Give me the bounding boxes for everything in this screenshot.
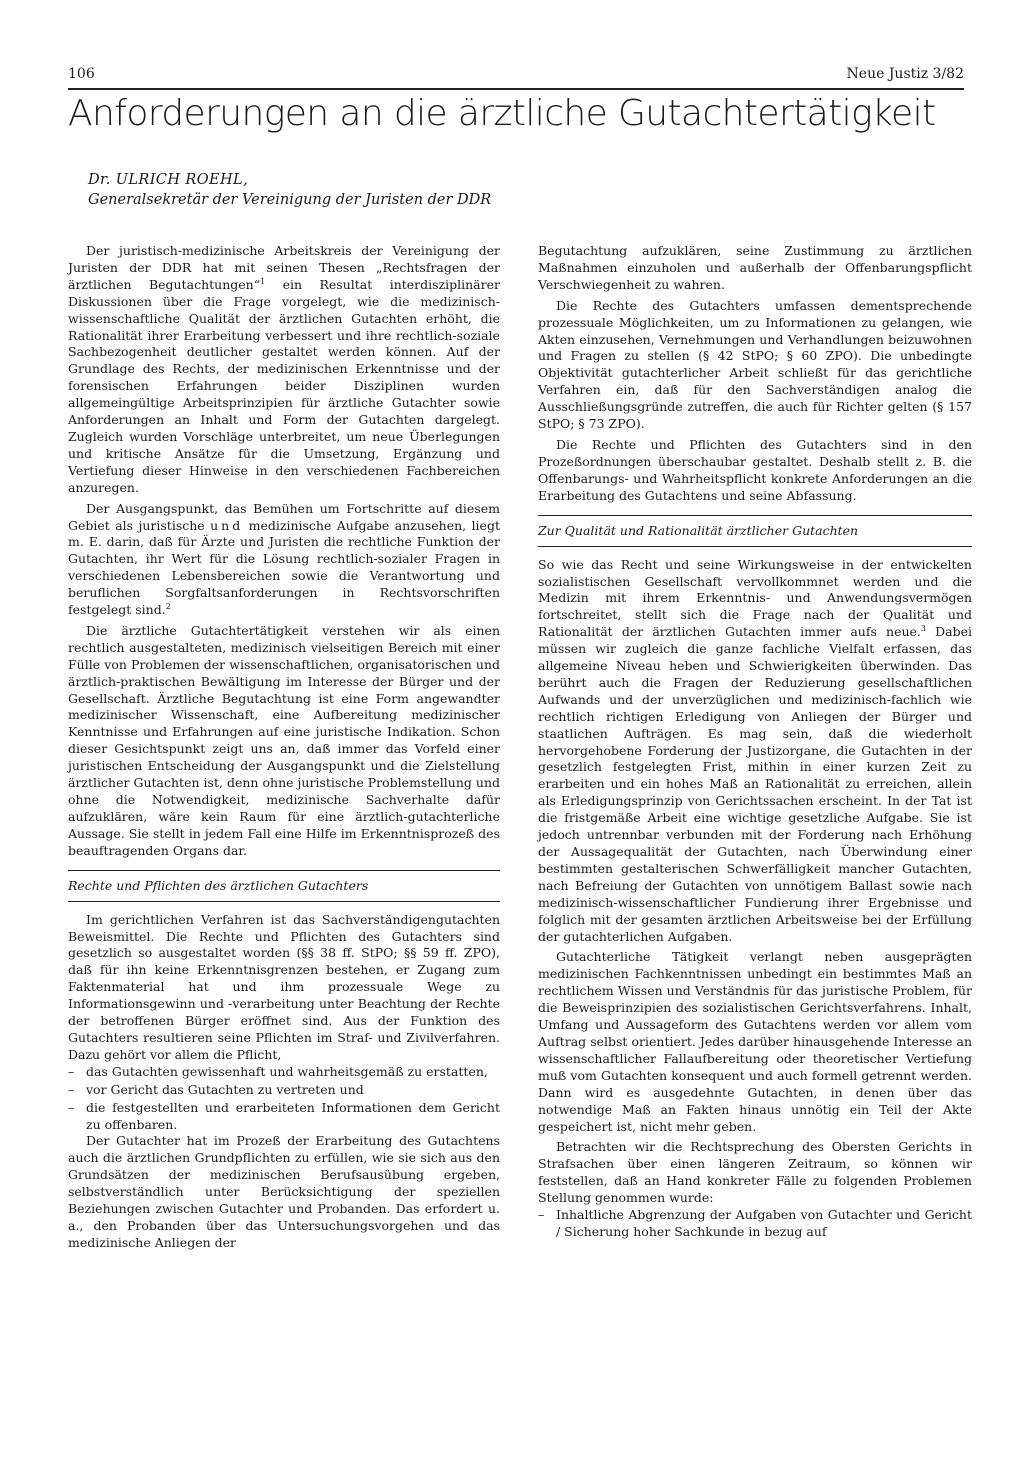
dash-glyph: – (538, 1207, 545, 1223)
list-item-text: vor Gericht das Gutachten zu vertreten und (86, 1081, 364, 1097)
paragraph: Betrachten wir die Rechtsprechung des Obersten Gerichts in Strafsachen über einen längeren Zeitraum, so können wir feststellen, daß an Hand konkreter Fälle zu folgenden Problemen Stellung genommen wurde: (538, 1139, 972, 1206)
text-run: Dabei müssen wir zugleich die ganze fachliche Vielfalt erfassen, das allgemeine Niveau heben und Schwierigkeiten überwinden. Das berührt auch die Fragen der Reduzierung gesellschaftlichen Aufwands und der unverzüglichen und medizinisch-fachlich wie rechtlich richtigen Erledigung von Anliegen der Bürger und staatlichen Aufträgen. Es mag sein, daß die wiederholt hervorgehobene Forderung der Justizorgane, die Gutachten in der gesetzlich festgelegten Frist, mithin in einer kurzen Zeit zu erarbeiten und ein hohes Maß an Rationalität zu erreichen, allein als Erledigungsprinzip von Gerichtssachen erscheint. In der Tat ist die fristgemäße Arbeit eine wichtige gesetzliche Aufgabe. Sie ist jedoch untrennbar verbunden mit der Forderung nach Erhöhung der Aussagequalität der Gutachten, nach Überwindung einer bestimmten gestalterischen Schwerfälligkeit mancher Gutachten, nach Befreiung der Gutachten von unnötigem Ballast sowie nach medizinisch-wissenschaftlicher Fundierung ihrer Ergebnisse und folglich mit der gesamten ärztlichen Arbeitsweise bei der Erfüllung der gutachterlichen Aufgaben. (538, 624, 972, 944)
paragraph (68, 501, 500, 619)
list-item (68, 1064, 500, 1081)
text-run: medizinische Aufgabe anzusehen, liegt m. E. darin, daß für Ärzte und Juristen die rechtliche Funktion der Gutachten, ihr Wert für die Lösung rechtlich-sozialer Fragen in verschiedenen Lebensbereichen sowie die Verantwortung und beruflichen Sorgfaltsanforderungen in Rechtsvorschriften festgelegt sind. (68, 517, 500, 618)
section-heading: Zur Qualität und Rationalität ärztlicher Gutachten (538, 515, 972, 547)
paragraph: Im gerichtlichen Verfahren ist das Sachverständigengutachten Beweismittel. Die Rechte und Pflichten des Gutachters sind gesetzlich so ausgestaltet worden (§§ 38 ff. StPO; §§ 59 ff. ZPO), daß für ihn keine Erkenntnisgrenzen bestehen, er Zugang zum Faktenmaterial hat und ihm prozessuale Wege zu Informationsgewinn und -verarbeitung unter Beachtung der Rechte der betroffenen Bürger eröffnet sind. Aus der Funktion des Gutachters resultieren seine Pflichten im Straf- und Zivilverfahren. Dazu gehört vor allem die Pflicht, (68, 911, 500, 1062)
duty-list (68, 1064, 500, 1134)
dash-glyph: – (68, 1081, 75, 1097)
right-column (538, 243, 972, 1241)
paragraph (538, 557, 972, 946)
author-block (88, 170, 648, 210)
list-item (68, 1100, 500, 1134)
text-run: Der juristisch-medizinische Arbeitskreis der Vereinigung der Juristen der DDR hat mit seinen Thesen „Rechtsfragen der ärztlichen Begutachtungen“ (68, 243, 500, 292)
footnote-ref: 1 (260, 276, 266, 286)
list-item-text: das Gutachten gewissenhaft und wahrheitsgemäß zu erstatten, (86, 1063, 488, 1079)
journal-reference: Neue Justiz 3/82 (846, 66, 964, 82)
paragraph: Gutachterliche Tätigkeit verlangt neben ausgeprägten medizinischen Fachkenntnissen unbedingt ein bestimmtes Maß an rechtlichem Wissen und Verständnis für das juristische Problem, für die Beweisprinzipien des sozialistischen Gerichtsverfahrens. Inhalt, Umfang und Aussageform des Gutachtens werden vor allem vom Auftrag selbst orientiert. Jedes darüber hinausgehende Interesse an wissenschaftlicher Fallaufbereitung oder theoretischer Vertiefung muß vom Gutachten konsequent und auch formell getrennt werden. Dann wird es ausgedehnte Gutachten, in denen über das notwendige Maß an Fakten hinaus unnötig ein Teil der Akte gespeichert ist, nicht mehr geben. (538, 949, 972, 1134)
text-run: So wie das Recht und seine Wirkungsweise in der entwickelten sozialistischen Gesellschaft vervollkommnet werden und die Medizin mit ihrem Erkenntnis- und Anwendungsvermögen fortschreitet, stellt sich die Frage nach der Qualität und Rationalität der ärztlichen Gutachten immer aufs neue. (538, 556, 972, 640)
paragraph: Die Rechte und Pflichten des Gutachters sind in den Prozeßordnungen überschaubar gestaltet. Deshalb stellt z. B. die Offenbarungs- und Wahrheitspflicht konkrete Anforderungen an die Erarbeitung des Gutachtens und seine Abfassung. (538, 436, 972, 503)
left-column (68, 243, 500, 1252)
paragraph (68, 243, 500, 497)
author-role: Generalsekretär der Vereinigung der Juristen der DDR (88, 192, 492, 208)
emphasis-text: und (210, 517, 244, 533)
footnote-ref: 3 (920, 624, 926, 634)
paragraph: Die ärztliche Gutachtertätigkeit verstehen wir als einen rechtlich ausgestalteten, medizinisch vielseitigen Bereich mit einer Fülle von Problemen der wissenschaftlichen, organisatorischen und ärztlich-praktischen Bewältigung im Interesse der Bürger und der Gesellschaft. Ärztliche Begutachtung ist eine Form angewandter medizinischer Wissenschaft, eine Aufbereitung medizinischer Kenntnisse und Erfahrungen auf eine juristische Indikation. Schon dieser Gesichtspunkt zeigt uns an, daß immer das Vorfeld einer juristischen Entscheidung der Ausgangspunkt und die Zielstellung ärztlicher Gutachten ist, denn ohne juristische Problemstellung und ohne die Notwendigkeit, medizinische Sachverhalte dafür aufzuklären, wäre kein Raum für eine ärztlich-gutachterliche Aussage. Sie stellt in jedem Fall eine Hilfe im Erkenntnisprozeß des beauftragenden Organs dar. (68, 622, 500, 858)
section-heading: Rechte und Pflichten des ärztlichen Gutachters (68, 870, 500, 902)
footnote-ref: 2 (165, 601, 171, 611)
text-run: Der Ausgangspunkt, das Bemühen um Fortschritte auf diesem Gebiet als juristische (68, 500, 500, 533)
page-number: 106 (68, 66, 95, 82)
header-rule (68, 88, 964, 90)
list-item (68, 1082, 500, 1099)
paragraph: Begutachtung aufzuklären, seine Zustimmung zu ärztlichen Maßnahmen einzuholen und außerhalb der Offenbarungspflicht Verschwiegenheit zu wahren. (538, 243, 972, 292)
author-name: Dr. ULRICH ROEHL, (88, 172, 249, 188)
paragraph: Die Rechte des Gutachters umfassen dementsprechende prozessuale Möglichkeiten, um zu Informationen zu gelangen, wie Akten einzusehen, Vernehmungen und Verhandlungen beizuwohnen und Fragen zu stellen (§ 42 StPO; § 60 ZPO). Die unbedingte Objektivität gutachterlicher Arbeit schließt für das gerichtliche Verfahren ein, daß für den Sachverständigen analog die Ausschließungsgründe zutreffen, die auch für Richter gelten (§ 157 StPO; § 73 ZPO). (538, 297, 972, 432)
text-run: ein Resultat interdisziplinärer Diskussionen über die Frage vorgelegt, wie die medizinisch-wissenschaftliche Qualität der ärztlichen Gutachten erhöht, die Rationalität ihrer Erarbeitung verbessert und ihre rechtlich-soziale Sachbezogenheit deutlicher gestaltet werden können. Auf der Grundlage des Rechts, der medizinischen Erkenntnisse und der forensischen Erfahrungen beider Disziplinen wurden allgemeingültige Arbeitsprinzipien für ärztliche Gutachter sowie Anforderungen an Inhalt und Form der Gutachten dargelegt. Zugleich wurden Vorschläge unterbreitet, um neue Überlegungen und kritische Ansätze für die Umsetzung, Ergänzung und Vertiefung dieser Hinweise in den verschiedenen Fachbereichen anzuregen. (68, 276, 500, 495)
list-item-text: Inhaltliche Abgrenzung der Aufgaben von Gutachter und Gericht / Sicherung hoher Sachkunde in bezug auf (556, 1207, 972, 1239)
article-title: Anforderungen an die ärztliche Gutachtertätigkeit (68, 93, 936, 134)
dash-glyph: – (68, 1063, 75, 1079)
paragraph: Der Gutachter hat im Prozeß der Erarbeitung des Gutachtens auch die ärztlichen Grundpflichten zu erfüllen, wie sie sich aus den Grundsätzen der medizinischen Berufsausübung ergeben, selbstverständlich unter Berücksichtigung der speziellen Beziehungen zwischen Gutachter und Probanden. Das erfordert u. a., den Probanden über das Untersuchungsvorgehen und das medizinische Anliegen der (68, 1133, 500, 1250)
dash-glyph: – (68, 1099, 75, 1115)
issue-list (538, 1207, 972, 1241)
list-item (538, 1207, 972, 1241)
list-item-text: die festgestellten und erarbeiteten Informationen dem Gericht zu offenbaren. (86, 1099, 500, 1132)
